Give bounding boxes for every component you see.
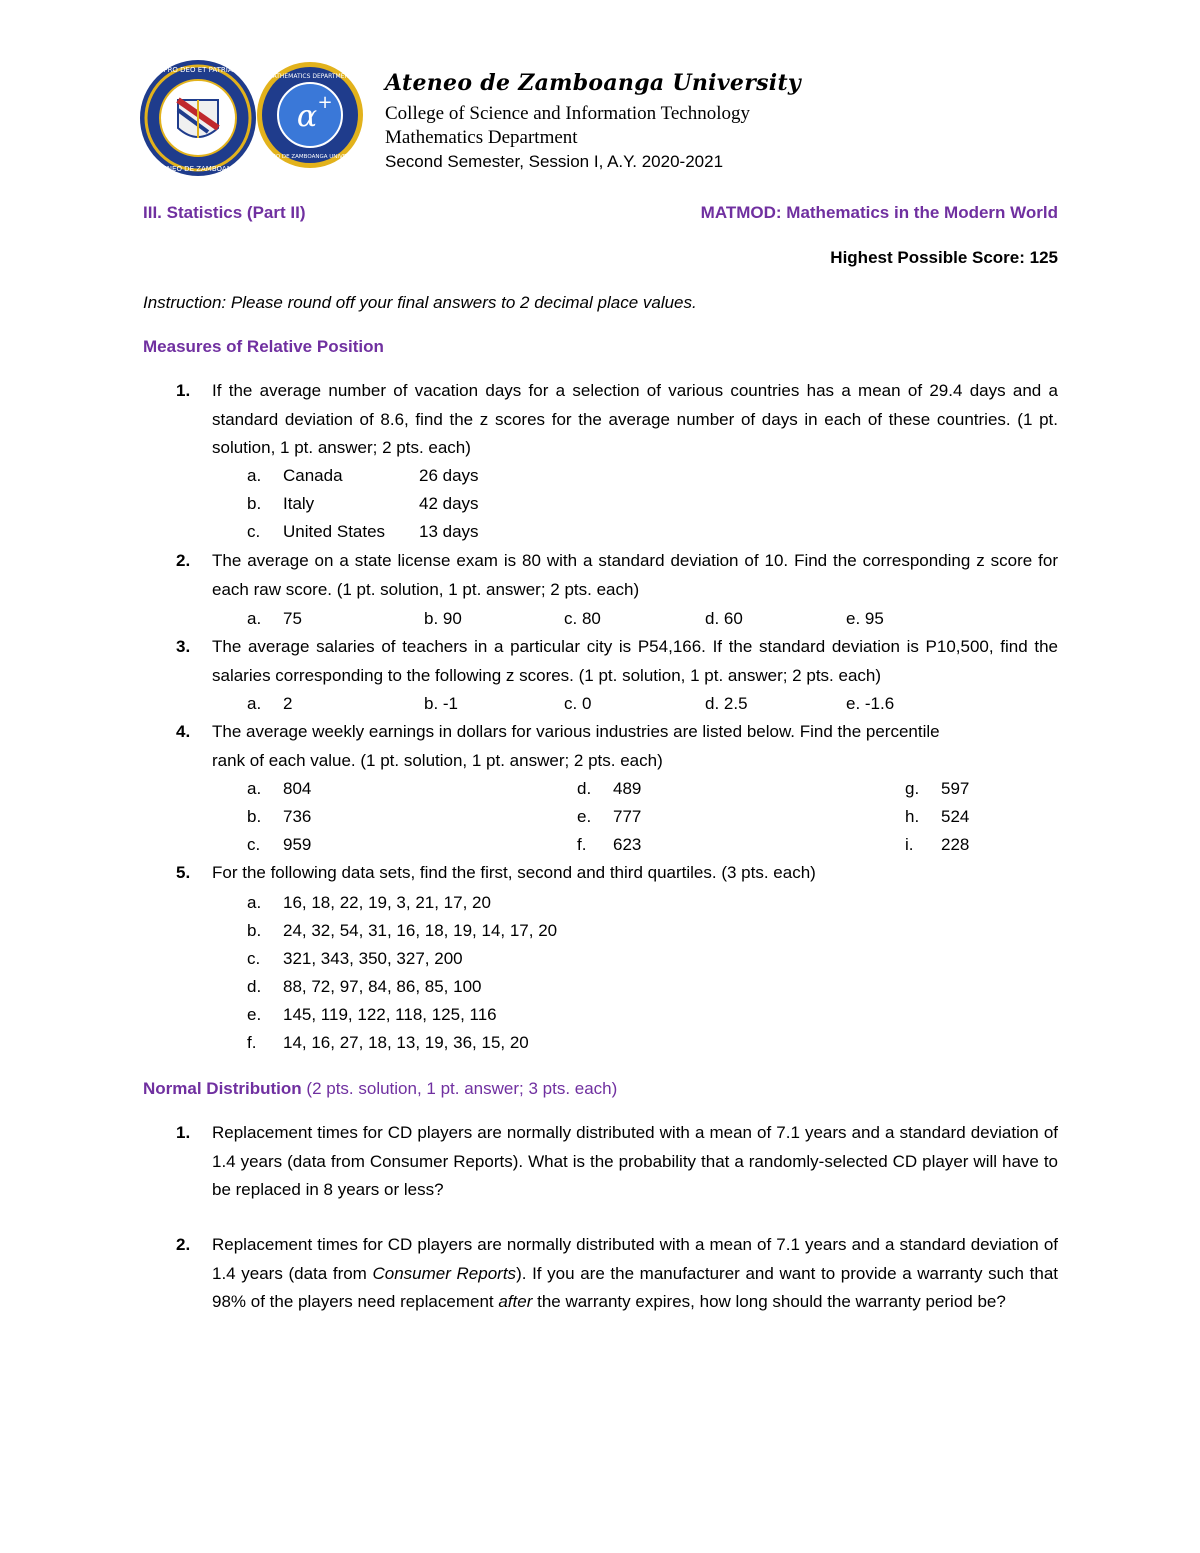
university-seal-logo — [138, 58, 258, 178]
question-number: 4. — [176, 722, 191, 741]
letterhead — [385, 70, 801, 174]
list-item: e. 145, 119, 122, 118, 125, 116 — [247, 1005, 497, 1024]
svg-text:+: + — [317, 92, 333, 113]
list-item: c. 959 — [247, 835, 312, 854]
math-department-logo — [255, 60, 365, 170]
topic-course-line — [143, 203, 1058, 223]
list-item: a. 804 — [247, 779, 312, 798]
question-4 — [143, 718, 1058, 775]
list-item: g. 597 — [905, 779, 970, 798]
question-text: For the following data sets, find the first, second and third quartiles. (3 pts. each) — [212, 863, 816, 882]
list-item: c. United States 13 days — [247, 522, 479, 541]
list-item: b. -1 — [424, 694, 459, 713]
question-text: The average on a state license exam is 80 with a standard deviation of 10. Find the corresponding z score for each raw score. (1 pt. solution, 1 pt. answer; 2 pts. each) — [212, 551, 1058, 599]
list-item: a. 16, 18, 22, 19, 3, 21, 17, 20 — [247, 893, 491, 912]
college-name: College of Science and Information Technology — [385, 103, 751, 124]
svg-text:MATHEMATICS DEPARTMENT: MATHEMATICS DEPARTMENT — [267, 73, 353, 80]
semester-line: Second Semester, Session I, A.Y. 2020-2021 — [385, 152, 724, 171]
list-item: c. 80 — [564, 609, 601, 628]
list-item: d. 2.5 — [705, 694, 748, 713]
list-item: b. 90 — [424, 609, 462, 628]
question-number: 5. — [176, 863, 191, 882]
question-text: The average salaries of teachers in a particular city is P54,166. If the standard deviation is P10,500, find the salaries corresponding to the following z scores. (1 pt. solution, 1 pt. answer; 2 pts. each) — [212, 637, 1058, 685]
department-name: Mathematics Department — [385, 127, 578, 148]
question-text: If the average number of vacation days for a selection of various countries has a mean of 29.4 days and a standard deviation of 8.6, find the z scores for the average number of days in each of these countries. (1 pt. solution, 1 pt. answer; 2 pts. each) — [212, 381, 1058, 457]
list-item: d. 60 — [705, 609, 743, 628]
svg-text:ATENEO DE ZAMBOANGA UNIVERSITY: ATENEO DE ZAMBOANGA UNIVERSITY — [258, 154, 362, 160]
svg-text:α: α — [296, 99, 318, 134]
list-item: b. Italy 42 days — [247, 494, 479, 513]
instruction: Instruction: Please round off your final answers to 2 decimal place values. — [143, 293, 697, 312]
question-number: 2. — [176, 551, 191, 570]
section-title-relative-position: Measures of Relative Position — [143, 337, 384, 356]
question-3 — [143, 633, 1058, 690]
question-2 — [143, 547, 1058, 604]
question-text: The average weekly earnings in dollars for various industries are listed below. Find the percentile rank of each value. (1 pt. solution, 1 pt. answer; 2 pts. each) — [212, 722, 940, 770]
normal-question-1 — [143, 1119, 1058, 1205]
list-item: e. 777 — [577, 807, 642, 826]
university-name: Ateneo de Zamboanga University — [385, 70, 801, 96]
list-item: i. 228 — [905, 835, 970, 854]
question-text: Replacement times for CD players are normally distributed with a mean of 7.1 years and a standard deviation of 1.4 years (data from Consumer Reports). If you are the manufacturer and want to provide a warranty such that 98% of the players need replacement after the warranty expires, how long should the warranty period be? — [212, 1235, 1058, 1311]
list-item: c. 321, 343, 350, 327, 200 — [247, 949, 463, 968]
list-item: d. 88, 72, 97, 84, 86, 85, 100 — [247, 977, 482, 996]
list-item: c. 0 — [564, 694, 592, 713]
question-number: 3. — [176, 637, 191, 656]
list-item: e. 95 — [846, 609, 884, 628]
list-item: f. 14, 16, 27, 18, 13, 19, 36, 15, 20 — [247, 1033, 529, 1052]
question-1 — [143, 377, 1058, 463]
list-item: a. 2 — [247, 694, 293, 713]
list-item: f. 623 — [577, 835, 642, 854]
list-item: e. -1.6 — [846, 694, 895, 713]
list-item: b. 24, 32, 54, 31, 16, 18, 19, 14, 17, 20 — [247, 921, 558, 940]
list-item: h. 524 — [905, 807, 970, 826]
list-item: a. Canada 26 days — [247, 466, 479, 485]
question-text: Replacement times for CD players are normally distributed with a mean of 7.1 years and a standard deviation of 1.4 years (data from Consumer Reports). What is the probability that a randomly-selected CD player will have to be replaced in 8 years or less? — [212, 1123, 1058, 1199]
svg-text:ATENEO DE ZAMBOANGA: ATENEO DE ZAMBOANGA — [153, 165, 243, 173]
question-5 — [143, 859, 1058, 888]
course-title: MATMOD: Mathematics in the Modern World — [700, 203, 1058, 222]
list-item: a. 75 — [247, 609, 302, 628]
topic-title: III. Statistics (Part II) — [143, 203, 306, 222]
question-number: 1. — [176, 381, 191, 400]
svg-text:PRO DEO ET PATRIA: PRO DEO ET PATRIA — [163, 66, 233, 74]
list-item: d. 489 — [577, 779, 642, 798]
section-title-normal-distribution: Normal Distribution (2 pts. solution, 1 pt. answer; 3 pts. each) — [143, 1079, 618, 1098]
list-item: b. 736 — [247, 807, 312, 826]
question-number: 2. — [176, 1235, 191, 1254]
normal-question-2 — [143, 1231, 1058, 1317]
question-number: 1. — [176, 1123, 191, 1142]
highest-score: Highest Possible Score: 125 — [830, 248, 1058, 267]
